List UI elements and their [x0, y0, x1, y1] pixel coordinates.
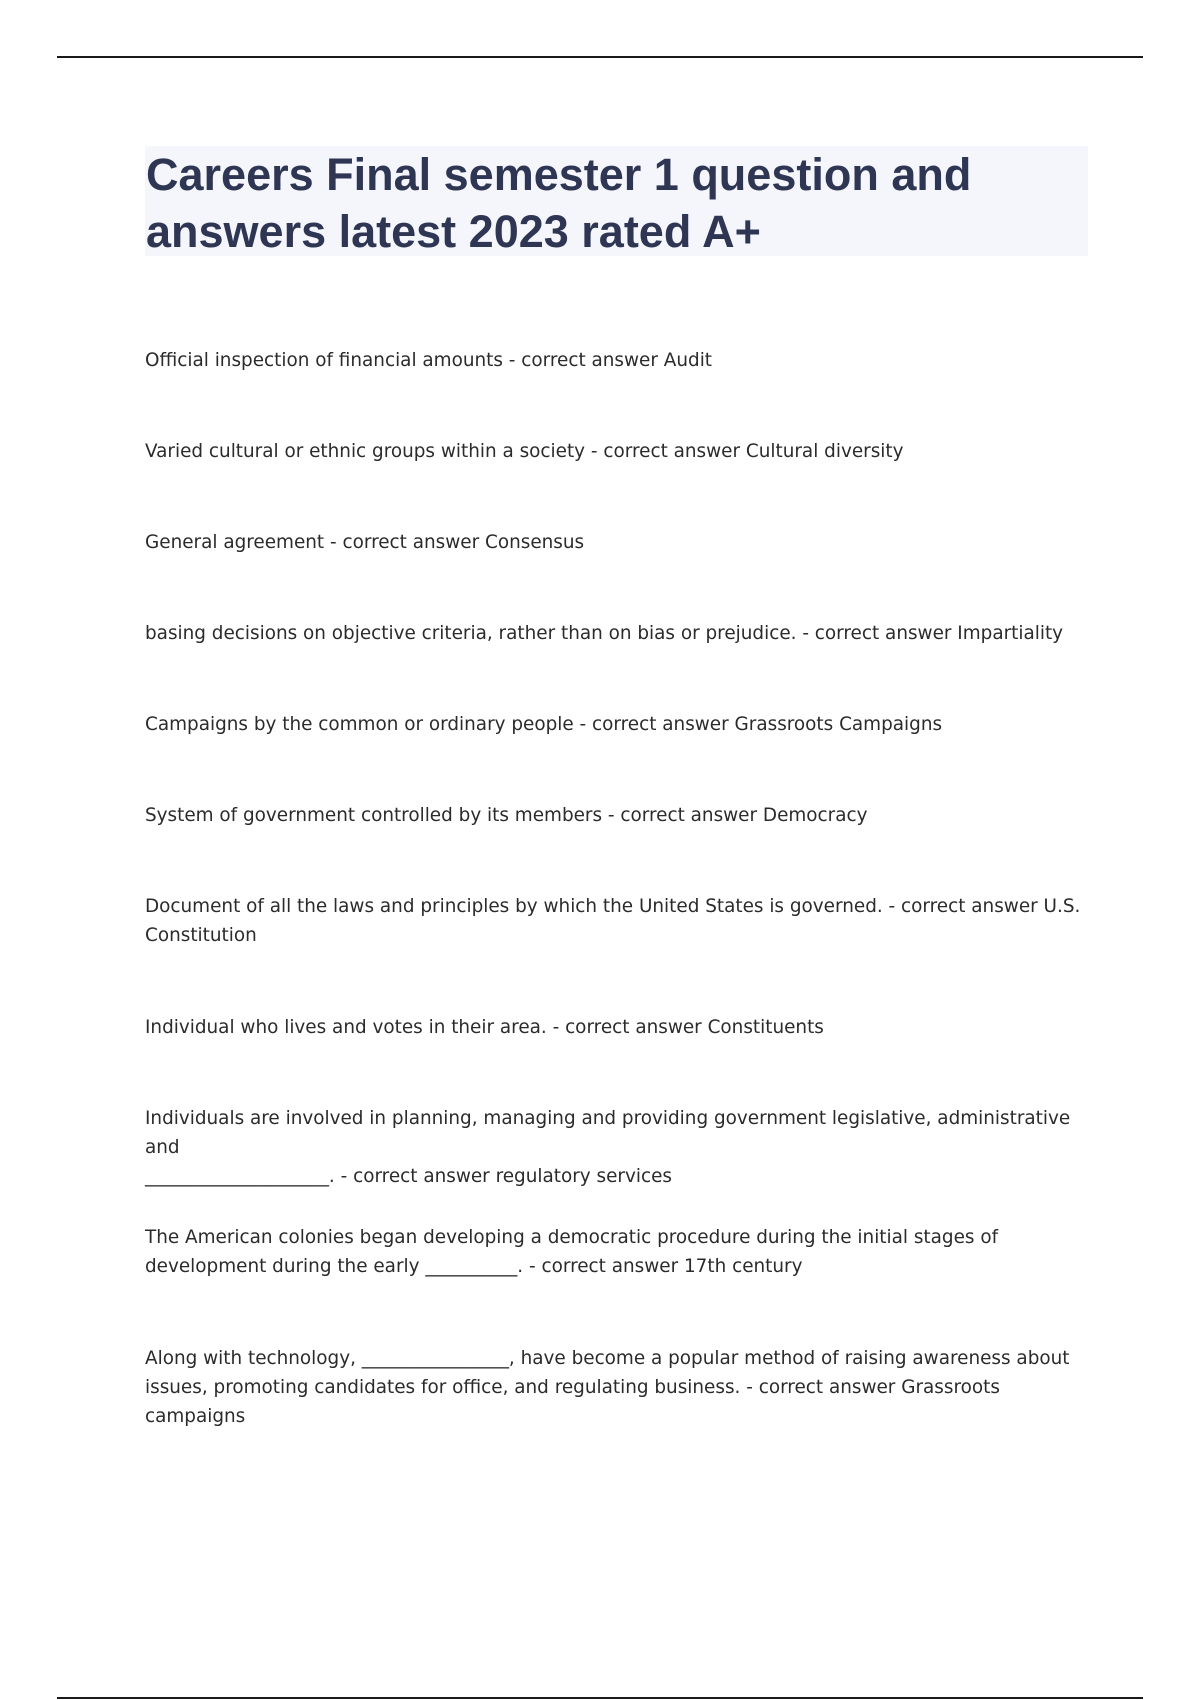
- qa-text-line-2: Constitution: [145, 925, 257, 946]
- qa-item: [145, 528, 1085, 557]
- qa-text-line-1: Document of all the laws and principles by which the United States is governed. - correct answer U.S.: [145, 896, 1081, 917]
- qa-item: [145, 892, 1085, 950]
- qa-item: [145, 1104, 1085, 1191]
- title-block: [145, 146, 1088, 256]
- title-line-2: answers latest 2023 rated A+: [146, 206, 761, 257]
- qa-text: Individual who lives and votes in their area. - correct answer Constituents: [145, 1017, 824, 1038]
- qa-item: [145, 801, 1085, 830]
- qa-item: [145, 619, 1085, 648]
- qa-text: basing decisions on objective criteria, rather than on bias or prejudice. - correct answer Impartiality: [145, 623, 1064, 644]
- document-title: [145, 146, 1088, 260]
- qa-text-line-1: The American colonies began developing a democratic procedure during the initial stages of: [145, 1227, 999, 1248]
- qa-text-line-2: issues, promoting candidates for office, and regulating business. - correct answer Grassroots campaigns: [145, 1377, 1000, 1427]
- qa-text: General agreement - correct answer Consensus: [145, 532, 585, 553]
- qa-item: [145, 437, 1085, 466]
- qa-text-line-1: Along with technology, ________________, have become a popular method of raising awareness about: [145, 1348, 1070, 1369]
- qa-text: Official inspection of financial amounts - correct answer Audit: [145, 350, 713, 371]
- qa-text-line-2: ____________________. - correct answer regulatory services: [145, 1166, 672, 1187]
- qa-item: [145, 1344, 1085, 1431]
- qa-item: [145, 1013, 1085, 1042]
- qa-item: [145, 710, 1085, 739]
- bottom-rule: [57, 1697, 1143, 1699]
- qa-text: System of government controlled by its members - correct answer Democracy: [145, 805, 868, 826]
- qa-text: Varied cultural or ethnic groups within a society - correct answer Cultural diversity: [145, 441, 904, 462]
- qa-text-line-2: development during the early __________. - correct answer 17th century: [145, 1256, 803, 1277]
- qa-item: [145, 1223, 1085, 1281]
- top-rule: [57, 56, 1143, 58]
- qa-text-line-1: Individuals are involved in planning, managing and providing government legislative, administrative and: [145, 1108, 1071, 1158]
- qa-text: Campaigns by the common or ordinary people - correct answer Grassroots Campaigns: [145, 714, 943, 735]
- qa-item: [145, 346, 1085, 375]
- title-line-1: Careers Final semester 1 question and: [146, 149, 972, 200]
